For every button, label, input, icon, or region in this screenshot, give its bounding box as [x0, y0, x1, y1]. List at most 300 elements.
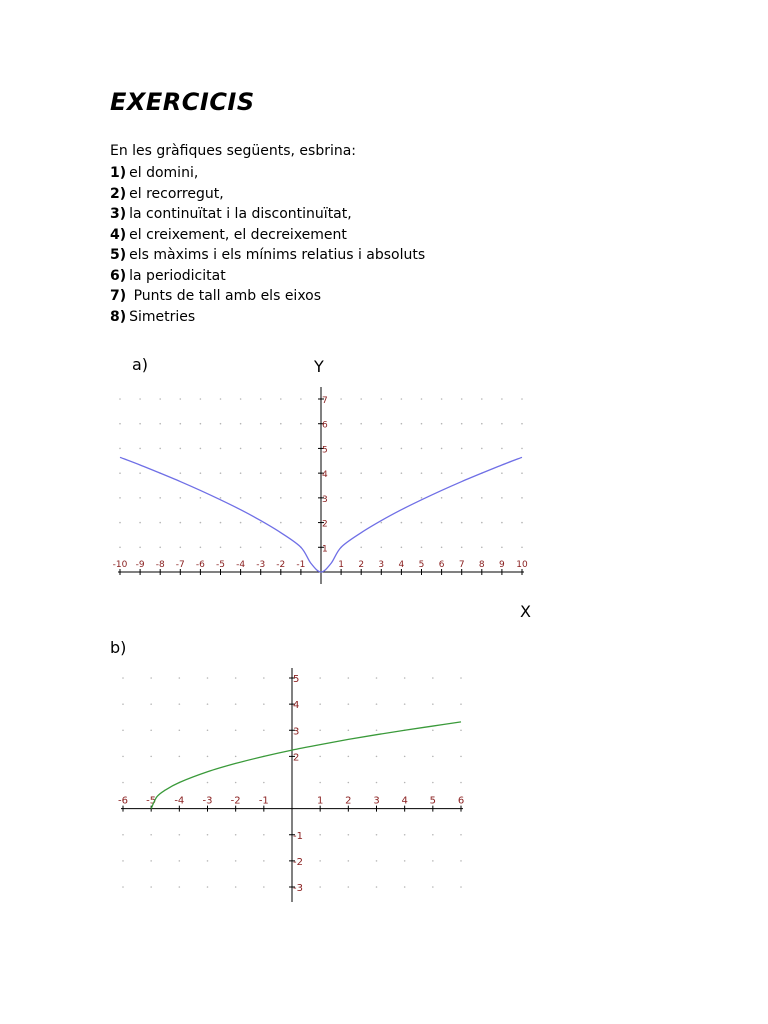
graph-a-grid-dot — [260, 398, 262, 400]
graph-a-grid-dot — [180, 522, 182, 524]
graph-b-grid-dot — [432, 677, 434, 679]
graph-a-grid-dot — [441, 398, 443, 400]
graph-b-chart — [110, 666, 466, 904]
graph-a-grid-dot — [521, 522, 523, 524]
graph-a-grid-dot — [481, 522, 483, 524]
graph-a-x-tick-label: 3 — [378, 560, 385, 570]
graph-a-grid-dot — [220, 448, 222, 450]
graph-a-grid-dot — [159, 398, 161, 400]
graph-a-x-tick-label: 2 — [358, 560, 365, 570]
graph-a-grid-dot — [240, 472, 242, 474]
graph-b-grid-dot — [150, 782, 152, 784]
graph-b-grid-dot — [207, 886, 209, 888]
graph-b-x-tick-label: -4 — [174, 795, 185, 807]
graph-a-grid-dot — [521, 472, 523, 474]
graph-b-grid-dot — [376, 782, 378, 784]
graph-a-grid-dot — [461, 497, 463, 499]
intro-text: En les gràfiques següents, esbrina: — [110, 143, 357, 159]
graph-b-label: b) — [110, 638, 127, 657]
graph-a-grid-dot — [481, 448, 483, 450]
graph-b-grid-dot — [460, 782, 462, 784]
graph-a-grid-dot — [481, 423, 483, 425]
graph-b-grid-dot — [460, 860, 462, 862]
graph-a-grid-dot — [260, 448, 262, 450]
graph-a-grid-dot — [200, 546, 202, 548]
graph-b-grid-dot — [348, 756, 350, 758]
graph-b-grid-dot — [179, 677, 181, 679]
graph-a-grid-dot — [441, 423, 443, 425]
graph-a-grid-dot — [481, 398, 483, 400]
graph-b-grid-dot — [432, 886, 434, 888]
graph-a-y-axis-label: Y — [314, 357, 324, 376]
graph-a-y-tick-label: 2 — [322, 519, 328, 530]
graph-a-grid-dot — [119, 497, 121, 499]
graph-a-grid-dot — [401, 546, 403, 548]
graph-a-grid-dot — [441, 497, 443, 499]
graph-a-x-tick-label: 6 — [438, 560, 445, 570]
graph-a-grid-dot — [401, 497, 403, 499]
graph-a-x-tick-label: -8 — [155, 560, 165, 570]
graph-b-grid-dot — [207, 834, 209, 836]
graph-a-grid-dot — [200, 522, 202, 524]
graph-b-grid-dot — [179, 703, 181, 705]
graph-b-grid-dot — [179, 729, 181, 731]
graph-b-grid-dot — [319, 756, 321, 758]
graph-b-grid-dot — [263, 677, 265, 679]
graph-b-grid-dot — [432, 703, 434, 705]
graph-a-grid-dot — [360, 497, 362, 499]
graph-a-grid-dot — [501, 398, 503, 400]
graph-b-y-tick-label: -3 — [293, 883, 303, 894]
graph-b-grid-dot — [348, 729, 350, 731]
graph-b-grid-dot — [460, 756, 462, 758]
graph-a-grid-dot — [401, 472, 403, 474]
graph-a-grid-dot — [280, 423, 282, 425]
graph-b-grid-dot — [404, 782, 406, 784]
graph-a-x-axis-label: X — [520, 602, 531, 621]
graph-b-grid-dot — [263, 834, 265, 836]
graph-b-y-tick-label: -2 — [293, 856, 303, 868]
graph-a-grid-dot — [501, 546, 503, 548]
graph-b-grid-dot — [207, 756, 209, 758]
graph-a-grid-dot — [360, 448, 362, 450]
graph-a-grid-dot — [240, 423, 242, 425]
graph-b-grid-dot — [460, 886, 462, 888]
graph-a-grid-dot — [139, 448, 141, 450]
graph-a-grid-dot — [300, 522, 302, 524]
graph-b-grid-dot — [432, 729, 434, 731]
graph-a-grid-dot — [180, 546, 182, 548]
item-number: 5) — [110, 247, 127, 263]
graph-a-grid-dot — [340, 497, 342, 499]
graph-a-grid-dot — [381, 472, 383, 474]
graph-a-grid-dot — [501, 423, 503, 425]
item-number: 2) — [110, 185, 127, 202]
graph-a-grid-dot — [401, 398, 403, 400]
graph-b-grid-dot — [235, 860, 237, 862]
graph-a-chart — [110, 385, 534, 585]
list-item — [110, 266, 425, 287]
graph-a-grid-dot — [200, 398, 202, 400]
graph-b-grid-dot — [348, 677, 350, 679]
graph-a-x-tick-label: -2 — [276, 560, 286, 570]
graph-a-grid-dot — [441, 522, 443, 524]
graph-a-grid-dot — [360, 546, 362, 548]
graph-a-grid-dot — [300, 448, 302, 450]
graph-b-grid-dot — [150, 677, 152, 679]
graph-b-x-tick-label: -3 — [202, 795, 213, 807]
graph-b-grid-dot — [122, 860, 124, 862]
graph-b-grid-dot — [348, 860, 350, 862]
graph-b-x-tick-label: -6 — [118, 795, 128, 807]
item-text: els màxims i els mínims relatius i absoluts — [129, 247, 426, 263]
graph-b-grid-dot — [122, 677, 124, 679]
graph-b-grid-dot — [235, 756, 237, 758]
graph-a-grid-dot — [159, 546, 161, 548]
list-item — [110, 163, 425, 184]
list-item — [110, 204, 425, 225]
graph-b-grid-dot — [376, 860, 378, 862]
graph-a-x-tick-label: 1 — [338, 560, 344, 570]
graph-b-grid-dot — [348, 703, 350, 705]
graph-a-grid-dot — [119, 546, 121, 548]
graph-b-grid-dot — [460, 677, 462, 679]
graph-a-grid-dot — [441, 448, 443, 450]
graph-b-grid-dot — [235, 677, 237, 679]
graph-a-grid-dot — [220, 546, 222, 548]
graph-a-grid-dot — [381, 546, 383, 548]
graph-a-grid-dot — [461, 398, 463, 400]
graph-b-x-tick-label: 1 — [316, 795, 324, 807]
graph-a-label: a) — [132, 355, 149, 374]
graph-b-grid-dot — [460, 729, 462, 731]
graph-b-x-tick-label: -2 — [230, 795, 241, 807]
graph-a-grid-dot — [139, 398, 141, 400]
graph-a-grid-dot — [139, 423, 141, 425]
item-number: 1) — [110, 165, 127, 181]
graph-b-x-tick-label: -5 — [146, 795, 157, 807]
graph-b-grid-dot — [150, 729, 152, 731]
graph-a-grid-dot — [280, 497, 282, 499]
graph-a-x-tick-label: -6 — [195, 560, 205, 570]
graph-a-grid-dot — [461, 522, 463, 524]
graph-b-grid-dot — [150, 703, 152, 705]
graph-a-grid-dot — [421, 472, 423, 474]
graph-a-grid-dot — [220, 398, 222, 400]
graph-a-grid-dot — [240, 497, 242, 499]
graph-a-grid-dot — [260, 522, 262, 524]
graph-a-grid-dot — [340, 472, 342, 474]
graph-b-grid-dot — [263, 886, 265, 888]
graph-b-grid-dot — [376, 729, 378, 731]
graph-a-grid-dot — [240, 522, 242, 524]
list-item — [110, 225, 425, 246]
graph-b-grid-dot — [348, 782, 350, 784]
graph-a-grid-dot — [401, 522, 403, 524]
graph-a-grid-dot — [421, 522, 423, 524]
graph-a-grid-dot — [119, 423, 121, 425]
list-item — [110, 307, 425, 328]
graph-a-x-tick-label: 4 — [398, 560, 405, 570]
graph-b-grid-dot — [432, 782, 434, 784]
graph-a-grid-dot — [260, 423, 262, 425]
graph-a-grid-dot — [139, 546, 141, 548]
graph-b-grid-dot — [319, 886, 321, 888]
graph-a-grid-dot — [381, 522, 383, 524]
graph-a-grid-dot — [159, 497, 161, 499]
page-title: EXERCICIS — [110, 88, 255, 116]
graph-a-grid-dot — [119, 522, 121, 524]
graph-a-grid-dot — [220, 522, 222, 524]
graph-a-grid-dot — [461, 448, 463, 450]
graph-a-grid-dot — [200, 423, 202, 425]
graph-b-grid-dot — [122, 756, 124, 758]
item-text: la continuïtat i la discontinuïtat, — [129, 206, 352, 222]
item-number: 6) — [110, 267, 127, 284]
graph-b-x-tick-label: 6 — [457, 795, 465, 807]
graph-b-grid-dot — [235, 886, 237, 888]
graph-a-grid-dot — [461, 546, 463, 548]
graph-a-y-tick-label: 3 — [322, 494, 328, 505]
graph-a-grid-dot — [501, 472, 503, 474]
graph-a-x-tick-label: 7 — [458, 560, 465, 570]
graph-b-grid-dot — [122, 834, 124, 836]
graph-b-grid-dot — [376, 677, 378, 679]
graph-a-grid-dot — [180, 398, 182, 400]
graph-b-grid-dot — [122, 886, 124, 888]
graph-b-grid-dot — [319, 729, 321, 731]
item-number: 3) — [110, 206, 127, 222]
graph-b-grid-dot — [122, 729, 124, 731]
graph-a-grid-dot — [280, 546, 282, 548]
graph-a-grid-dot — [340, 398, 342, 400]
graph-a-grid-dot — [240, 546, 242, 548]
graph-b-grid-dot — [263, 729, 265, 731]
graph-b-grid-dot — [235, 834, 237, 836]
graph-a-grid-dot — [421, 423, 423, 425]
graph-b-grid-dot — [122, 782, 124, 784]
graph-a-x-tick-label: -7 — [175, 560, 185, 570]
graph-b-grid-dot — [179, 886, 181, 888]
graph-a-grid-dot — [180, 497, 182, 499]
graph-b-grid-dot — [207, 860, 209, 862]
graph-b-grid-dot — [179, 834, 181, 836]
graph-b-grid-dot — [207, 703, 209, 705]
graph-b-x-tick-label: -1 — [258, 795, 269, 807]
graph-a-grid-dot — [521, 546, 523, 548]
graph-a-grid-dot — [360, 398, 362, 400]
graph-b-grid-dot — [376, 703, 378, 705]
graph-a-grid-dot — [340, 522, 342, 524]
list-item — [110, 245, 425, 266]
graph-a-grid-dot — [180, 448, 182, 450]
graph-b-grid-dot — [207, 677, 209, 679]
graph-a-grid-dot — [280, 472, 282, 474]
graph-a-grid-dot — [340, 423, 342, 425]
graph-a-grid-dot — [501, 448, 503, 450]
item-number: 4) — [110, 226, 127, 243]
graph-a-grid-dot — [200, 472, 202, 474]
graph-b-grid-dot — [235, 703, 237, 705]
graph-b-x-tick-label: 5 — [429, 795, 437, 807]
graph-b-y-tick-label: 4 — [293, 700, 300, 712]
graph-b-grid-dot — [348, 886, 350, 888]
graph-a-grid-dot — [180, 423, 182, 425]
graph-b-y-tick-label: 3 — [293, 726, 300, 738]
graph-b-grid-dot — [263, 703, 265, 705]
graph-a-grid-dot — [300, 423, 302, 425]
graph-a-grid-dot — [300, 472, 302, 474]
graph-a-y-tick-label: 4 — [322, 470, 328, 481]
graph-b-grid-dot — [179, 860, 181, 862]
graph-a-grid-dot — [139, 472, 141, 474]
graph-a-grid-dot — [481, 497, 483, 499]
graph-a-grid-dot — [260, 546, 262, 548]
graph-b-grid-dot — [460, 703, 462, 705]
graph-b-x-tick-label: 4 — [401, 795, 408, 807]
graph-a-grid-dot — [421, 546, 423, 548]
graph-b-grid-dot — [150, 860, 152, 862]
graph-b-grid-dot — [376, 756, 378, 758]
graph-a-grid-dot — [401, 448, 403, 450]
graph-b-y-tick-label: 2 — [293, 752, 300, 764]
graph-a-grid-dot — [139, 522, 141, 524]
item-number: 7) — [110, 288, 127, 304]
graph-a-grid-dot — [119, 472, 121, 474]
graph-a-grid-dot — [260, 472, 262, 474]
graph-a-grid-dot — [159, 423, 161, 425]
graph-b-x-tick-label: 2 — [345, 795, 352, 807]
graph-b-grid-dot — [235, 729, 237, 731]
graph-a-grid-dot — [220, 423, 222, 425]
graph-a-grid-dot — [360, 472, 362, 474]
graph-a-grid-dot — [421, 398, 423, 400]
graph-a-grid-dot — [360, 522, 362, 524]
exercise-list — [110, 163, 425, 327]
graph-a-grid-dot — [300, 497, 302, 499]
graph-b-grid-dot — [122, 703, 124, 705]
graph-a-grid-dot — [381, 398, 383, 400]
graph-b-grid-dot — [235, 782, 237, 784]
graph-a-grid-dot — [461, 472, 463, 474]
graph-b-grid-dot — [319, 834, 321, 836]
graph-a-grid-dot — [119, 448, 121, 450]
graph-a-grid-dot — [300, 398, 302, 400]
item-text: el recorregut, — [129, 185, 224, 202]
graph-b-y-tick-label: -1 — [293, 830, 303, 842]
graph-a-x-tick-label: -5 — [216, 560, 225, 570]
graph-a-grid-dot — [441, 546, 443, 548]
graph-a-grid-dot — [200, 448, 202, 450]
graph-b-grid-dot — [432, 860, 434, 862]
graph-a-grid-dot — [521, 497, 523, 499]
graph-b-grid-dot — [263, 782, 265, 784]
graph-a-grid-dot — [159, 448, 161, 450]
graph-a-y-tick-label: 6 — [322, 420, 328, 431]
item-text: el domini, — [129, 165, 199, 181]
graph-a-x-tick-label: -9 — [135, 560, 145, 570]
graph-a-grid-dot — [340, 448, 342, 450]
graph-a-y-tick-label: 5 — [322, 445, 328, 456]
graph-b-grid-dot — [404, 756, 406, 758]
list-item — [110, 286, 425, 307]
graph-a-x-tick-label: 9 — [499, 560, 505, 570]
graph-a-grid-dot — [180, 472, 182, 474]
graph-a-grid-dot — [521, 398, 523, 400]
graph-b-grid-dot — [319, 703, 321, 705]
graph-a-x-tick-label: -1 — [296, 560, 306, 570]
item-text: Punts de tall amb els eixos — [129, 288, 322, 304]
graph-b-grid-dot — [150, 886, 152, 888]
graph-b-grid-dot — [150, 834, 152, 836]
graph-a-grid-dot — [421, 497, 423, 499]
graph-a-x-tick-label: -4 — [236, 560, 246, 570]
graph-b-grid-dot — [404, 677, 406, 679]
graph-a-x-tick-label: 5 — [418, 560, 425, 570]
graph-a-x-tick-label: 10 — [516, 560, 528, 570]
graph-b-grid-dot — [404, 703, 406, 705]
graph-a-grid-dot — [360, 423, 362, 425]
graph-a-grid-dot — [421, 448, 423, 450]
graph-b-grid-dot — [207, 729, 209, 731]
graph-a-grid-dot — [481, 546, 483, 548]
graph-b-grid-dot — [404, 834, 406, 836]
graph-a-y-tick-label: 1 — [322, 544, 328, 555]
list-item — [110, 184, 425, 205]
graph-a-x-tick-label: -3 — [256, 560, 266, 570]
graph-b-x-tick-label: 3 — [373, 795, 380, 807]
graph-b-grid-dot — [404, 886, 406, 888]
graph-a-grid-dot — [240, 398, 242, 400]
graph-b-grid-dot — [460, 834, 462, 836]
item-text: Simetries — [129, 308, 196, 325]
graph-b-grid-dot — [150, 756, 152, 758]
graph-a-grid-dot — [381, 497, 383, 499]
graph-a-grid-dot — [521, 423, 523, 425]
graph-a-grid-dot — [260, 497, 262, 499]
graph-b-series-line — [151, 722, 461, 809]
graph-a-x-tick-label: 8 — [478, 560, 485, 570]
graph-a-grid-dot — [381, 423, 383, 425]
graph-a-grid-dot — [220, 497, 222, 499]
graph-b-grid-dot — [319, 677, 321, 679]
graph-a-grid-dot — [220, 472, 222, 474]
graph-a-grid-dot — [501, 497, 503, 499]
graph-a-grid-dot — [119, 398, 121, 400]
item-text: el creixement, el decreixement — [129, 226, 347, 243]
graph-b-grid-dot — [319, 782, 321, 784]
graph-a-grid-dot — [401, 423, 403, 425]
graph-a-grid-dot — [280, 522, 282, 524]
graph-b-grid-dot — [376, 834, 378, 836]
graph-a-grid-dot — [280, 398, 282, 400]
graph-a-grid-dot — [381, 448, 383, 450]
graph-b-y-tick-label: 5 — [293, 674, 300, 685]
graph-b-grid-dot — [432, 834, 434, 836]
graph-a-grid-dot — [441, 472, 443, 474]
graph-b-grid-dot — [179, 756, 181, 758]
graph-a-grid-dot — [501, 522, 503, 524]
graph-b-grid-dot — [263, 860, 265, 862]
graph-a-grid-dot — [200, 497, 202, 499]
graph-a-grid-dot — [240, 448, 242, 450]
item-number: 8) — [110, 308, 127, 325]
graph-a-grid-dot — [521, 448, 523, 450]
graph-a-y-tick-label: 7 — [322, 396, 328, 406]
item-text: la periodicitat — [129, 267, 226, 284]
graph-b-grid-dot — [207, 782, 209, 784]
graph-b-grid-dot — [348, 834, 350, 836]
